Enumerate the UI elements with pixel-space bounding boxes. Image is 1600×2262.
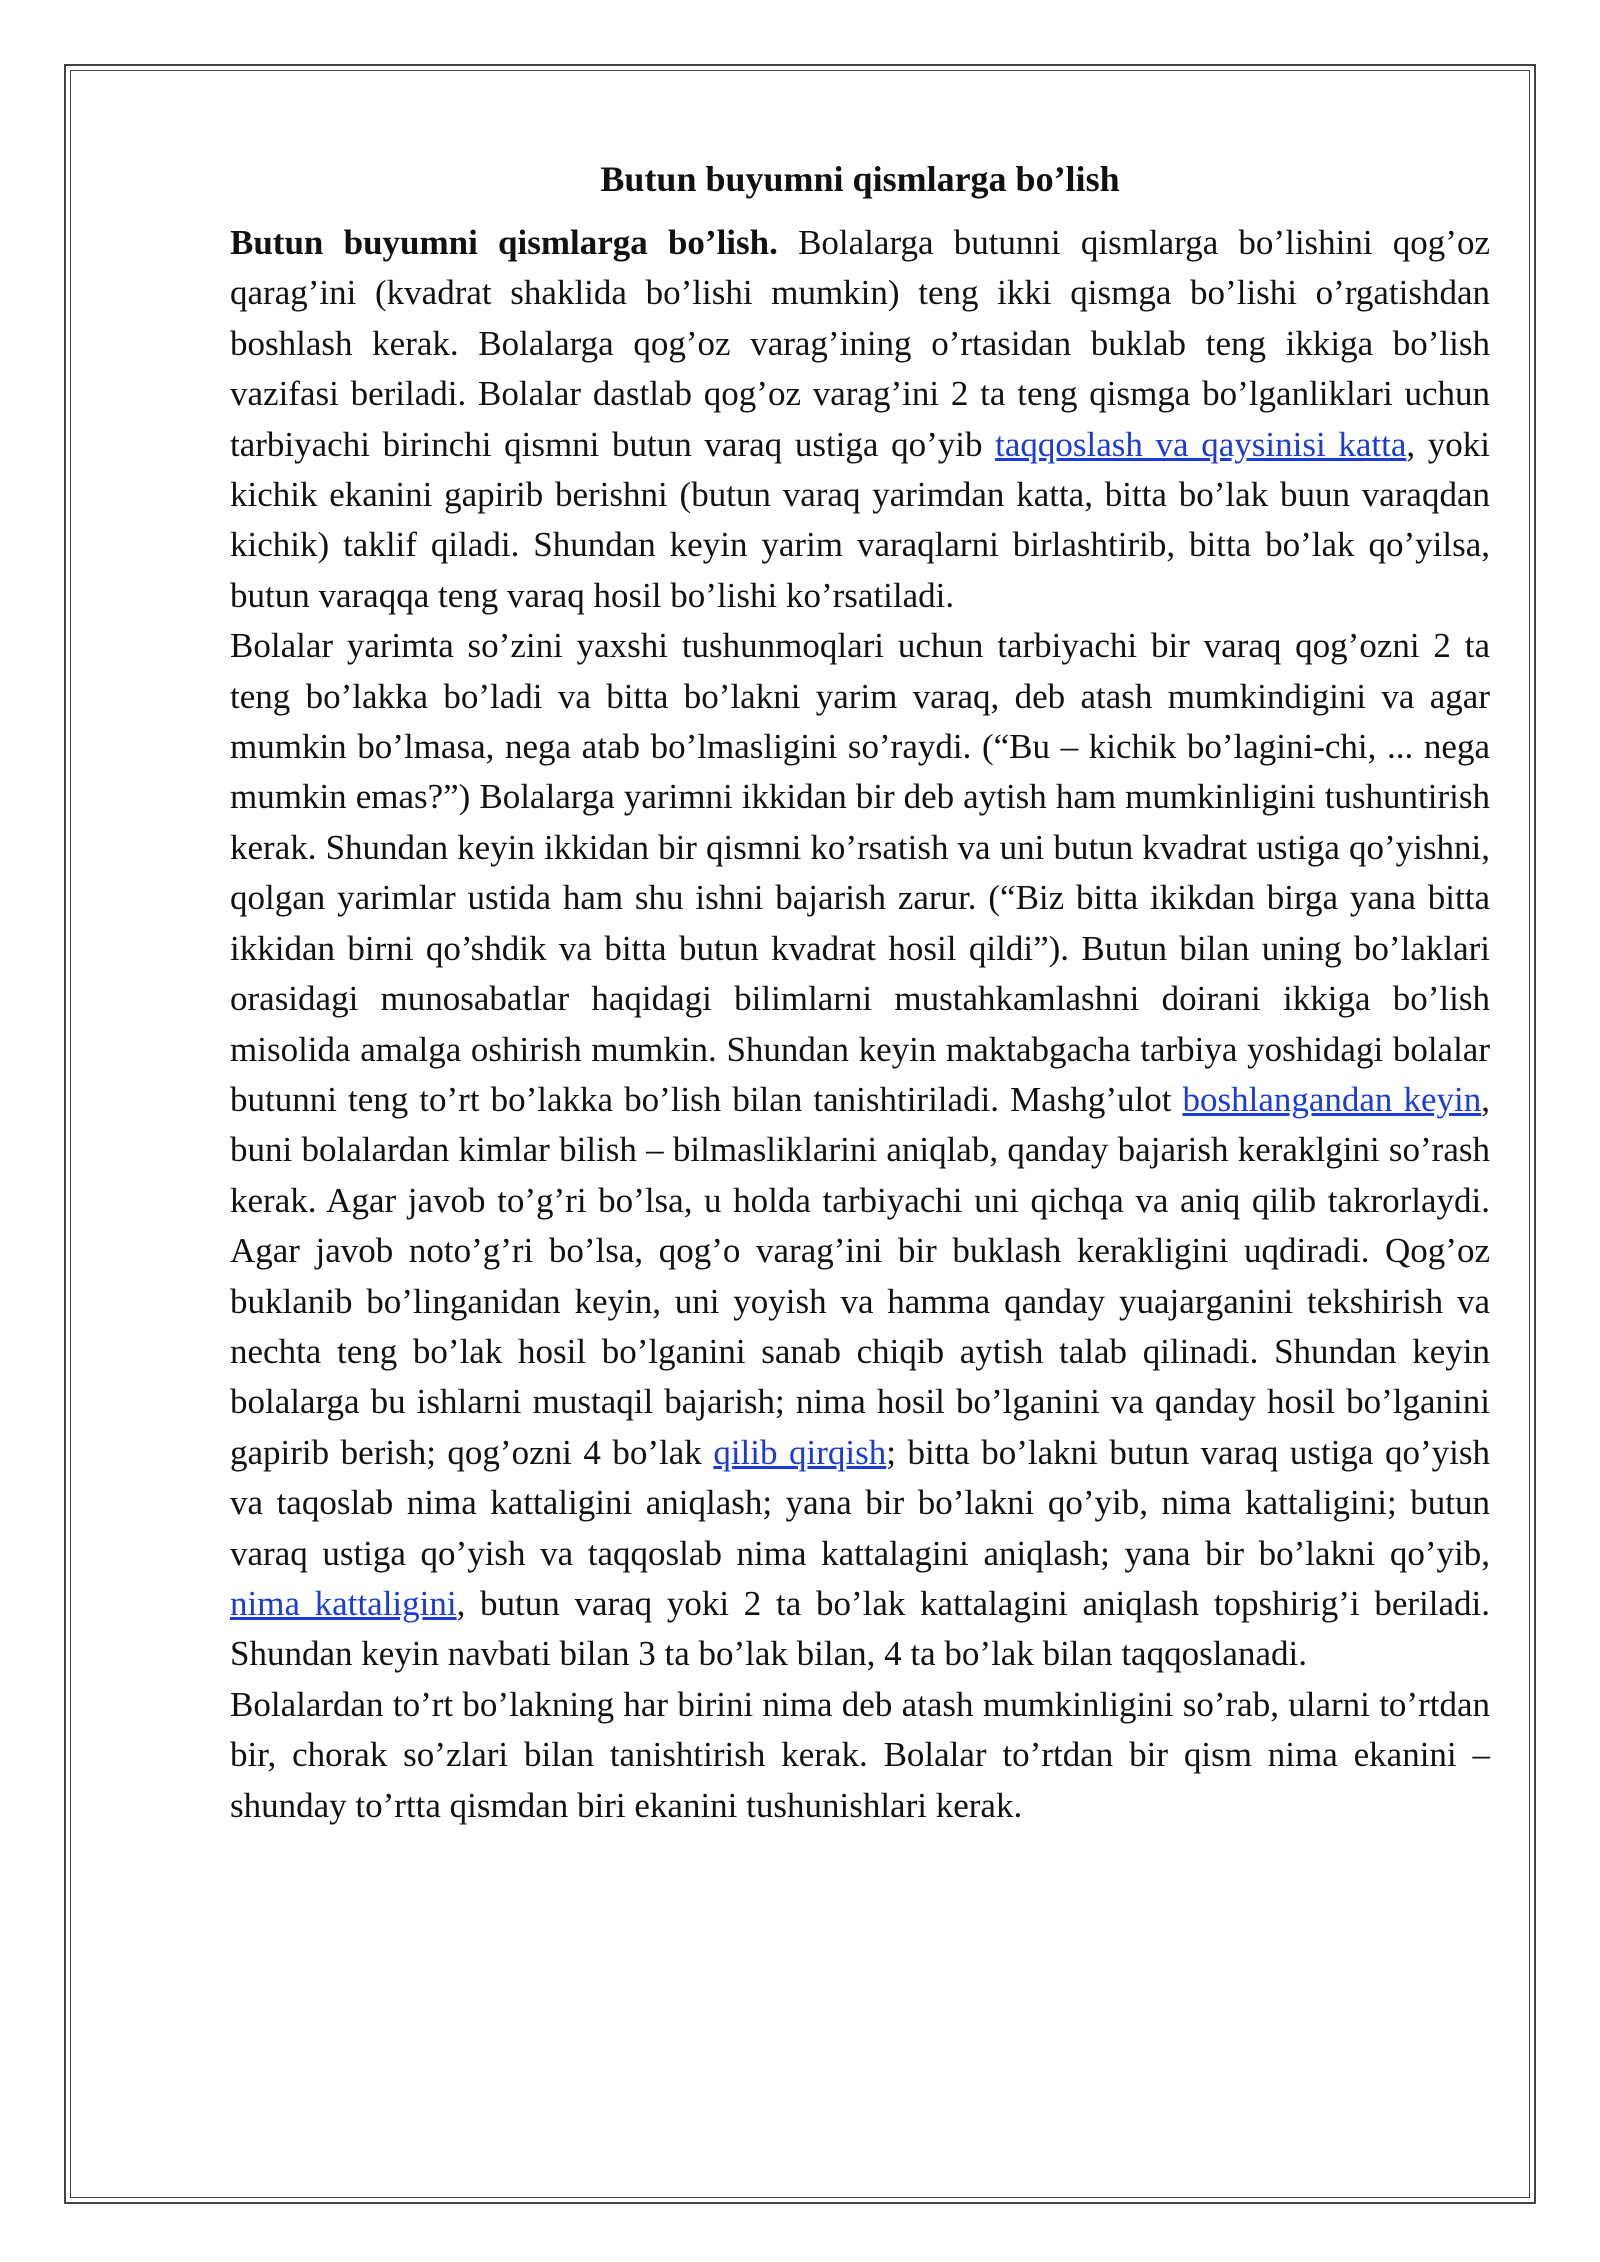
paragraph-1-text-b: , yoki kichik ekanini gapirib berishni (butun varaq yarimdan katta, bitta bo’lak buun varaqdan kichik) taklif qiladi. Shundan keyin yarim varaqlarni birlashtirib, bitta bo’lak qo’yilsa, butun varaqqa teng varaq hosil bo’lishi ko’rsatiladi. (230, 424, 1490, 615)
lead-heading: Butun buyumni qismlarga bo’lish. (230, 223, 778, 262)
link-taqqoslash[interactable]: taqqoslash va qaysinisi katta (995, 424, 1407, 464)
paragraph-2-text-b: , buni bolalardan kimlar bilish – bilmasliklarini aniqlab, qanday bajarish keraklgini so’rash kerak. Agar javob to’g’ri bo’lsa, u holda tarbiyachi uni qichqa va aniq qilib takrorlaydi. Agar javob noto’g’ri bo’lsa, qog’o varag’ini bir buklash kerakligini uqdiradi. Qog’oz buklanib bo’linganidan keyin, uni yoyish va hamma qanday yuajarganini tekshirish va nechta teng bo’lak hosil bo’lganini sanab chiqib aytish talab qilinadi. Shundan keyin bolalarga bu ishlarni mustaqil bajarish; nima hosil bo’lganini va qanday hosil bo’lganini gapirib berish; qog’ozni 4 bo’lak (230, 1079, 1490, 1472)
paragraph-2-text-d: , butun varaq yoki 2 ta bo’lak kattalagini aniqlash topshirig’i beriladi. Shundan keyin navbati bilan 3 ta bo’lak bilan, 4 ta bo’lak bilan taqqoslanadi. (230, 1583, 1490, 1674)
paragraph-2 (230, 621, 1490, 1680)
paragraph-3 (230, 1680, 1490, 1831)
paragraph-1 (230, 218, 1490, 621)
paragraph-1-text-a: Bolalarga butunni qismlarga bo’lishini qog’oz qarag’ini (kvadrat shaklida bo’lishi mumkin) teng ikki qismga bo’lishi o’rgatishdan boshlash kerak. Bolalarga qog’oz varag’ining o’rtasidan buklab teng ikkiga bo’lish vazifasi beriladi. Bolalar dastlab qog’oz varag’ini 2 ta teng qismga bo’lganliklari uchun tarbiyachi birinchi qismni butun varaq ustiga qo’yib (230, 223, 1490, 464)
link-qirqish[interactable]: qilib qirqish (713, 1432, 887, 1472)
link-kattaligini[interactable]: nima kattaligini (230, 1583, 457, 1623)
paragraph-2-text-a: Bolalar yarimta so’zini yaxshi tushunmoqlari uchun tarbiyachi bir varaq qog’ozni 2 ta teng bo’lakka bo’ladi va bitta bo’lakni yarim varaq, deb atash mumkindigini va agar mumkin bo’lmasa, nega atab bo’lmasligini so’raydi. (“Bu – kichik bo’lagini-chi, ... nega mumkin emas?”) Bolalarga yarimni ikkidan bir deb aytish ham mumkinligini tushuntirish kerak. Shundan keyin ikkidan bir qismni ko’rsatish va uni butun kvadrat ustiga qo’yishni, qolgan yarimlar ustida ham shu ishni bajarish zarur. (“Biz bitta ikikdan birga yana bitta ikkidan birni qo’shdik va bitta butun kvadrat hosil qildi”). Butun bilan uning bo’laklari orasidagi munosabatlar haqidagi bilimlarni mustahkamlashni doirani ikkiga bo’lish misolida amalga oshirish mumkin. Shundan keyin maktabgacha tarbiya yoshidagi bolalar butunni teng to’rt bo’lakka bo’lish bilan tanishtiriladi. Mashg’ulot (230, 626, 1490, 1119)
link-boshlangandan[interactable]: boshlangandan keyin (1182, 1079, 1482, 1119)
document-title: Butun buyumni qismlarga bo’lish (600, 159, 1120, 199)
paragraph-2-text-c: ; bitta bo’lakni butun varaq ustiga qo’yish va taqoslab nima kattaligini aniqlash; yana bir bo’lakni qo’yib, nima kattaligini; butun varaq ustiga qo’yish va taqqoslab nima kattalagini aniqlash; yana bir bo’lakni qo’yib, (230, 1432, 1490, 1573)
paragraph-3-text: Bolalardan to’rt bo’lakning har birini nima deb atash mumkinligini so’rab, ularni to’rtdan bir, chorak so’zlari bilan tanishtirish kerak. Bolalar to’rtdan bir qism nima ekanini – shunday to’rtta qismdan biri ekanini tushunishlari kerak. (230, 1684, 1490, 1825)
document-content (230, 150, 1490, 1831)
